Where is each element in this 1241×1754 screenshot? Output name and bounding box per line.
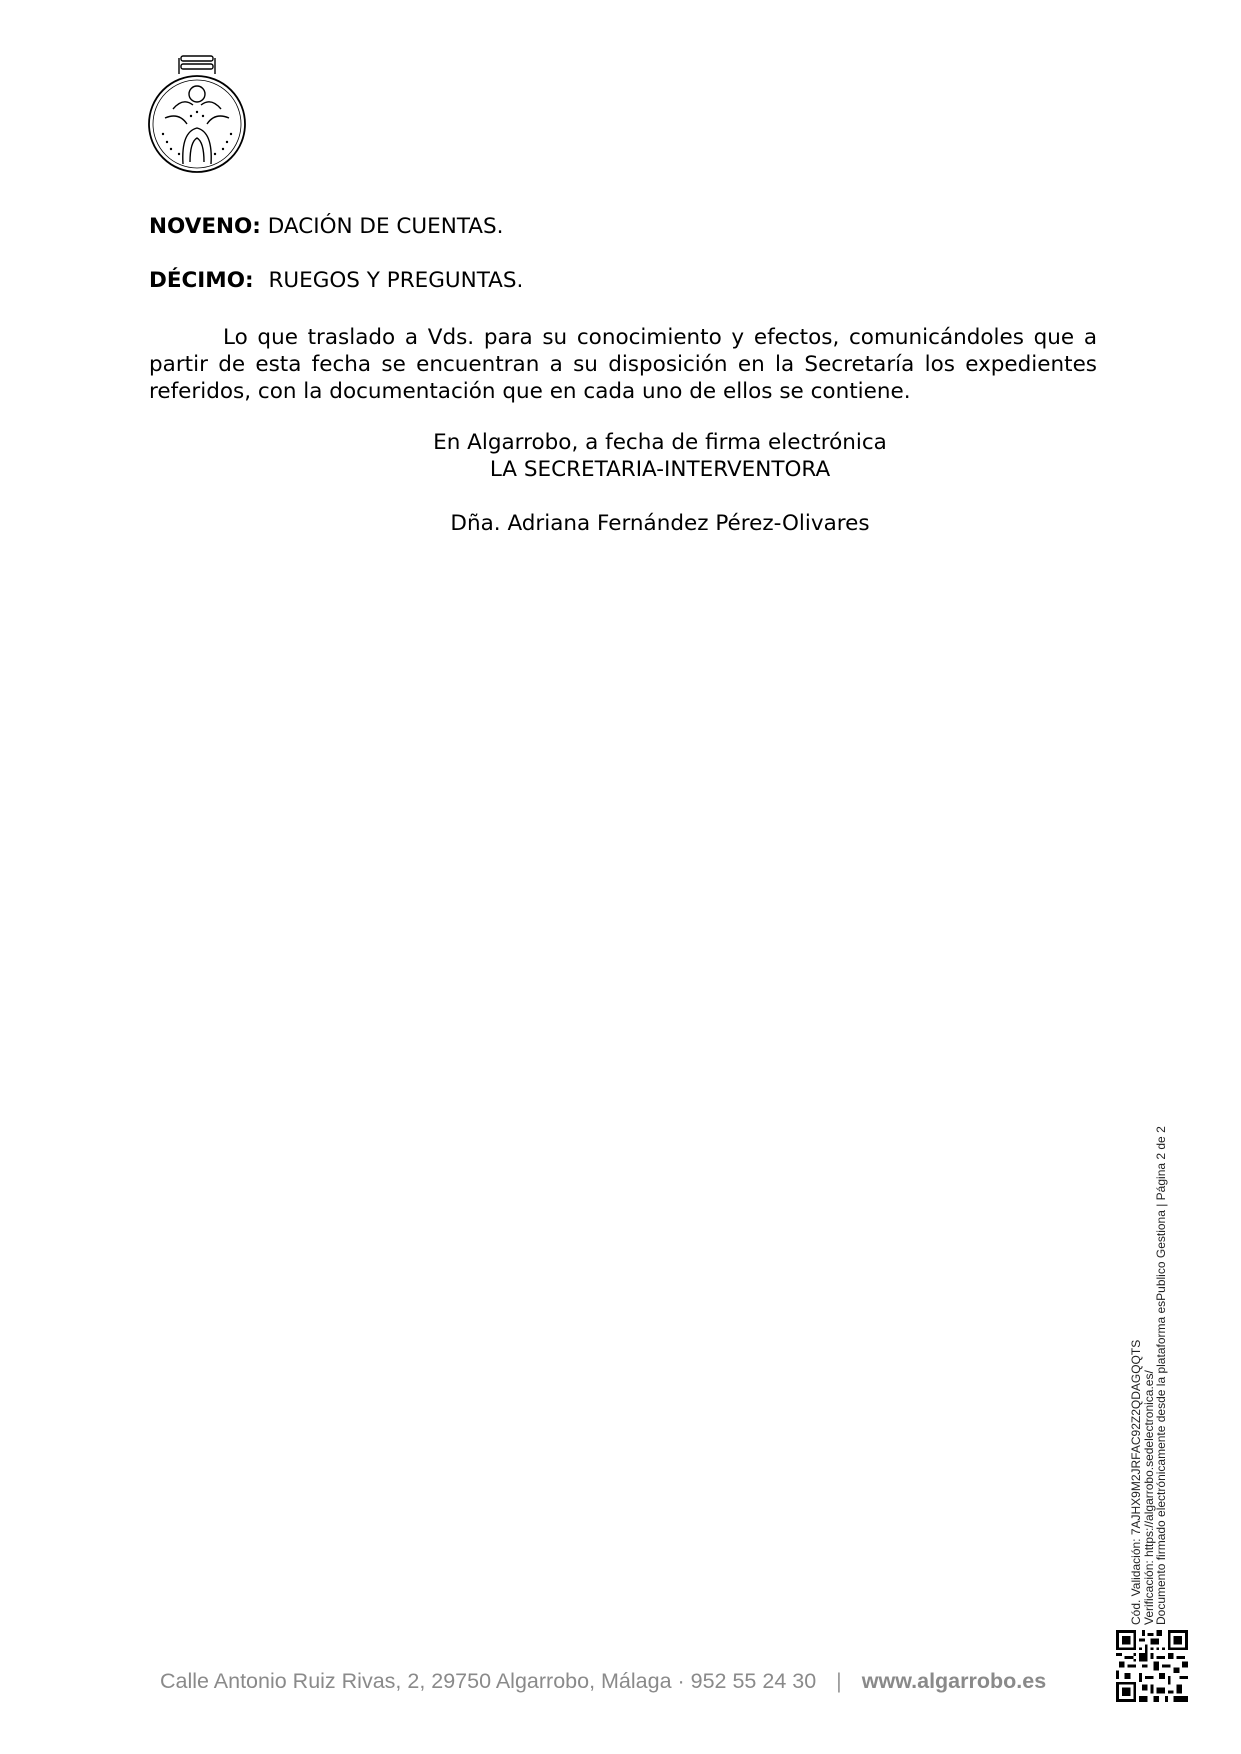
agenda-item-noveno [149, 213, 1097, 240]
municipal-seal-icon [143, 54, 251, 176]
signature-note: Documento firmado electrónicamente desde la plataforma esPublico Gestiona | Página 2 de 2 [1154, 1126, 1168, 1625]
footer-website-link[interactable]: www.algarrobo.es [861, 1669, 1047, 1693]
signature-name: Dña. Adriana Fernández Pérez-Olivares [450, 511, 870, 536]
footer-address: Calle Antonio Ruiz Rivas, 2, 29750 Algarrobo, Málaga · 952 55 24 30 [160, 1669, 817, 1693]
body-paragraph [149, 324, 1097, 405]
item-text: DACIÓN DE CUENTAS. [267, 214, 504, 239]
validation-stamp [1130, 1065, 1168, 1625]
body-text: Lo que traslado a Vds. para su conocimiento y efectos, comunicándoles que a partir de esta fecha se encuentran a su disposición en la Secretaría los expedientes referidos, con la documentación que en cada uno de ellos se contiene. [149, 325, 1097, 404]
agenda-item-decimo [149, 267, 1097, 294]
item-text: RUEGOS Y PREGUNTAS. [268, 268, 524, 293]
signature-role: LA SECRETARIA-INTERVENTORA [489, 457, 831, 482]
validation-code: Cód. Validación: 7AJHX9M2JRFAC92Z2QDAGQQTS [1129, 1339, 1143, 1625]
verification-link[interactable]: Verificación: https://algarrobo.sedelectronica.es/ [1141, 1370, 1156, 1625]
footer [160, 1669, 1046, 1694]
footer-separator: | [836, 1669, 842, 1693]
signature-place-date: En Algarrobo, a fecha de firma electrónica [433, 430, 887, 455]
item-label: NOVENO: [149, 214, 261, 239]
item-label: DÉCIMO: [149, 268, 254, 293]
qr-code-icon [1116, 1630, 1188, 1702]
